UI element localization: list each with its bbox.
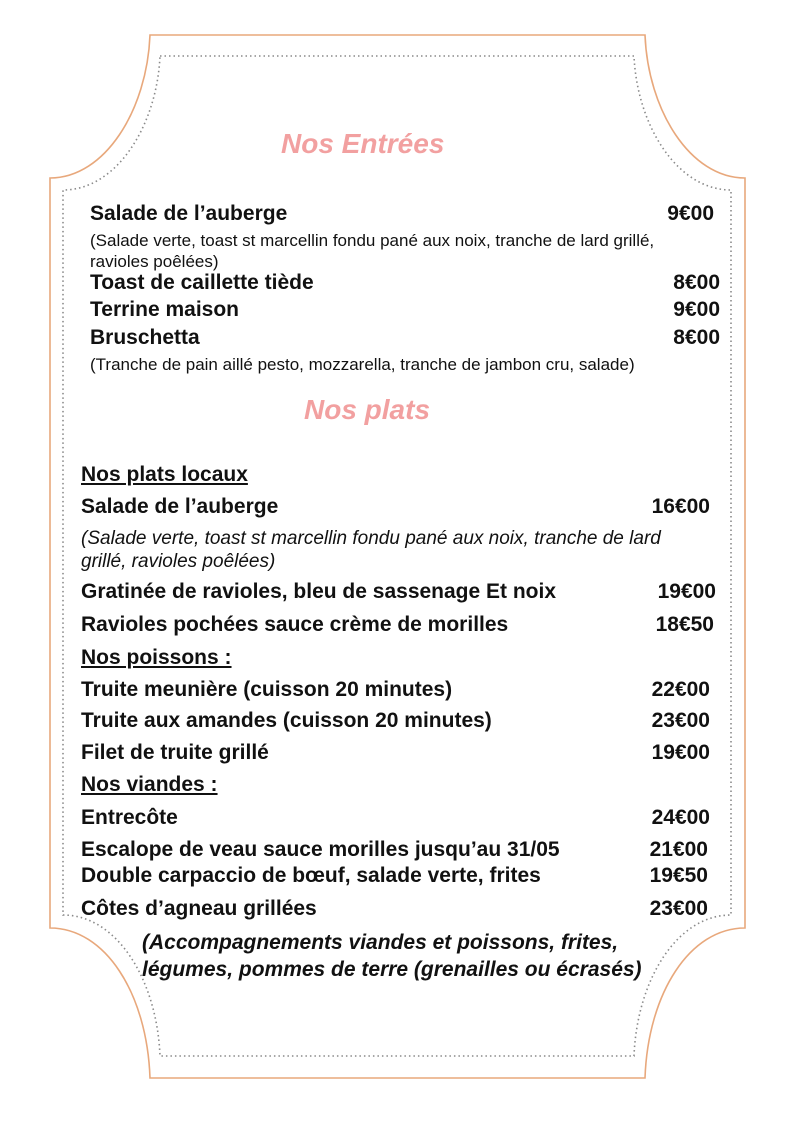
poisson-name-1: Truite meunière (cuisson 20 minutes) [81,678,453,701]
entree-name-3: Terrine maison [90,298,239,321]
poisson-price-2: 23€00 [651,709,710,732]
entree-name-1: Salade de l’auberge [90,202,288,225]
viande-price-2: 21€00 [649,838,708,861]
viande-name-2: Escalope de veau sauce morilles jusqu’au 31/05 [81,838,560,861]
plat-desc-salade: (Salade verte, toast st marcellin fondu pané aux noix, tranche de lard grillé, ravioles poêlées) [81,528,661,572]
entree-desc-4: (Tranche de pain aillé pesto, mozzarella, tranche de jambon cru, salade) [90,355,635,374]
plat-name-ravioles: Ravioles pochées sauce crème de morilles [81,613,509,636]
category-viandes: Nos viandes : [81,773,218,796]
plat-price-ravioles: 18€50 [655,613,714,636]
accompaniments-note: (Accompagnements viandes et poissons, frites, légumes, pommes de terre (grenailles ou écrasés) [142,931,642,981]
entree-desc-1: (Salade verte, toast st marcellin fondu pané aux noix, tranche de lard grillé, ravioles poêlées) [90,231,655,271]
entree-price-4: 8€00 [673,326,720,349]
viande-price-4: 23€00 [649,897,708,920]
plat-name-salade: Salade de l’auberge [81,495,279,518]
viande-price-3: 19€50 [649,864,708,887]
category-plats-locaux: Nos plats locaux [81,463,248,486]
plat-price-gratinee: 19€00 [657,580,716,603]
plats-title: Nos plats [304,394,431,425]
entree-price-2: 8€00 [673,271,720,294]
plat-name-gratinee: Gratinée de ravioles, bleu de sassenage Et noix [81,580,557,603]
viande-name-1: Entrecôte [81,806,178,829]
poisson-name-2: Truite aux amandes (cuisson 20 minutes) [81,709,492,732]
entree-name-4: Bruschetta [90,326,200,349]
entree-price-3: 9€00 [673,298,720,321]
viande-price-1: 24€00 [651,806,710,829]
viande-name-3: Double carpaccio de bœuf, salade verte, frites [81,864,541,887]
poisson-price-3: 19€00 [651,741,710,764]
category-poissons: Nos poissons : [81,646,232,669]
entree-price-1: 9€00 [667,202,714,225]
entrees-title: Nos Entrées [281,128,445,159]
poisson-price-1: 22€00 [651,678,710,701]
viande-name-4: Côtes d’agneau grillées [81,897,317,920]
plat-price-salade: 16€00 [651,495,710,518]
poisson-name-3: Filet de truite grillé [81,741,269,764]
entree-name-2: Toast de caillette tiède [90,271,314,294]
